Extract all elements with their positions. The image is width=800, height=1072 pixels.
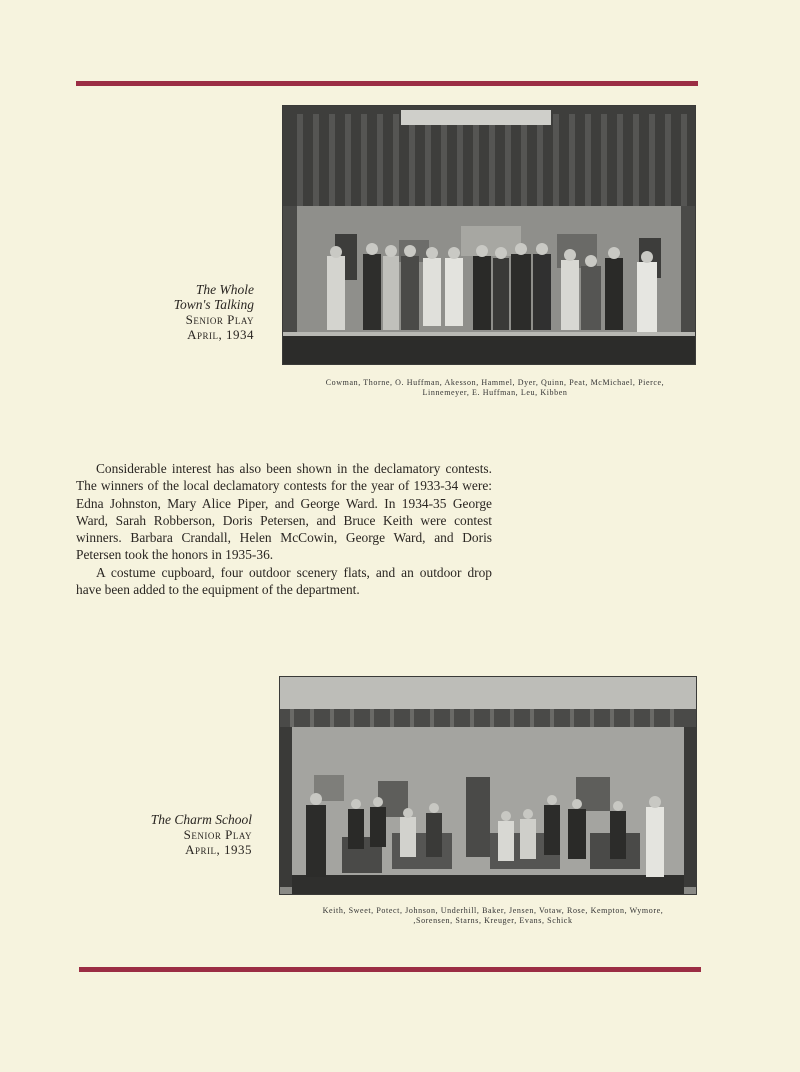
paragraph-equipment: A costume cupboard, four outdoor scenery flats, and an outdoor drop have been added to the equipment of the department. bbox=[76, 564, 492, 598]
play-date: April, 1935 bbox=[185, 842, 252, 857]
cast-line: Linnemeyer, E. Huffman, Leu, Kibben bbox=[422, 388, 568, 397]
play-kind: Senior Play bbox=[185, 312, 254, 327]
play-kind: Senior Play bbox=[183, 827, 252, 842]
play-caption-whole-towns-talking bbox=[174, 282, 254, 342]
stage-photo-whole-towns-talking bbox=[283, 106, 695, 364]
play-title: The Charm School bbox=[150, 812, 252, 827]
play-date: April, 1934 bbox=[187, 327, 254, 342]
cast-list-charm-school bbox=[286, 906, 700, 926]
cast-line: Keith, Sweet, Potect, Johnson, Underhill, Baker, Jensen, Votaw, Rose, Kempton, Wymore, bbox=[322, 906, 664, 915]
cast-line: ,Sorensen, Starns, Kreuger, Evans, Schick bbox=[413, 916, 573, 925]
play-title-continued: Town's Talking bbox=[173, 297, 254, 312]
paragraph-declamatory: Considerable interest has also been shown in the declamatory contests. The winners of the local declamatory contests for the year of 1933-34 were: Edna Johnston, Mary Alice Piper, and George Ward. In 1934-35 George Ward, Sarah Robberson, Doris Petersen, and Bruce Keith were contest winners. Barbara Crandall, Helen McCowin, George Ward, and Doris Petersen took the honors in 1935-36. bbox=[76, 461, 492, 563]
play-title: The Whole bbox=[195, 282, 254, 297]
cast-line: Cowman, Thorne, O. Huffman, Akesson, Hammel, Dyer, Quinn, Peat, McMichael, Pierce, bbox=[325, 378, 665, 387]
body-text bbox=[76, 460, 492, 598]
stage-photo-charm-school bbox=[280, 677, 696, 894]
bottom-divider-rule bbox=[79, 967, 701, 972]
cast-list-whole-towns-talking bbox=[290, 378, 700, 398]
play-caption-charm-school bbox=[151, 812, 252, 857]
top-divider-rule bbox=[76, 81, 698, 86]
